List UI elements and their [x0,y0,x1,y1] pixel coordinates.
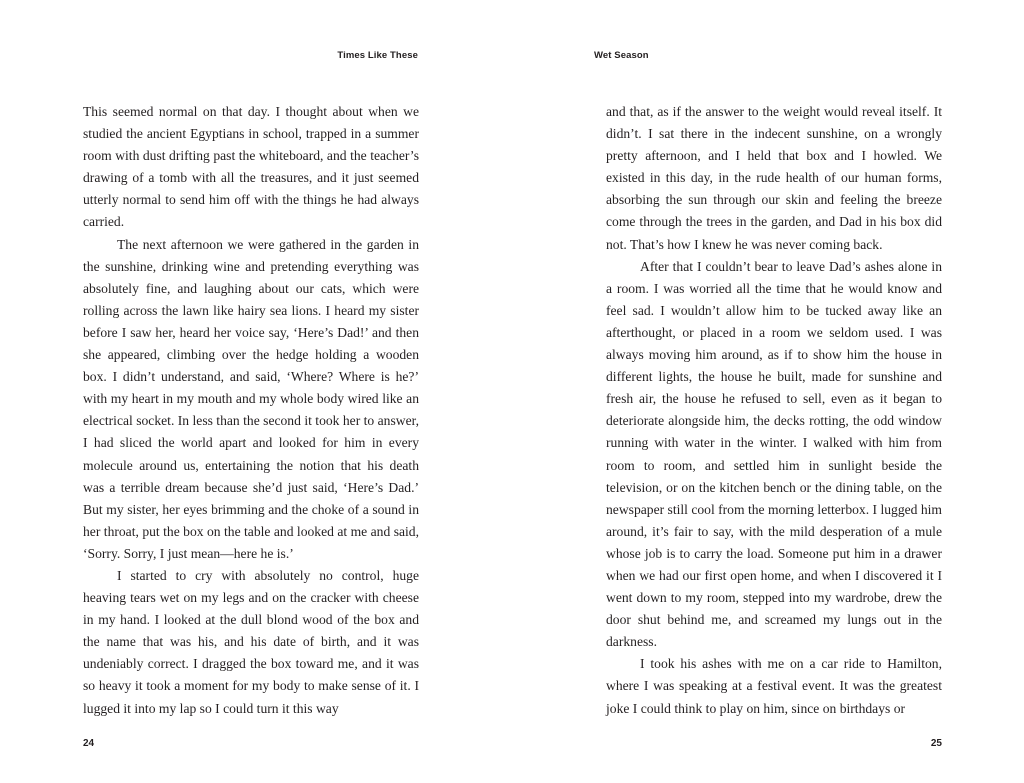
left-page-body [83,101,419,720]
paragraph: The next afternoon we were gathered in the garden in the sunshine, drinking wine and pretending everything was absolutely fine, and laughing about our cats, which were rolling across the lawn like hairy sea lions. I heard my sister before I saw her, heard her voice say, ‘Here’s Dad!’ and then she appeared, climbing over the hedge holding a wooden box. I didn’t understand, and said, ‘Where? Where is he?’ with my heart in my mouth and my whole body wired like an electrical socket. In less than the second it took her to answer, I had sliced the world apart and looked for him in every molecule around us, entertaining the notion that his death was a terrible dream because she’d just said, ‘Here’s Dad.’ But my sister, her eyes brimming and the choke of a sound in her throat, put the box on the table and looked at me and said, ‘Sorry. Sorry, I just mean—here he is.’ [83,236,419,561]
paragraph: I started to cry with absolutely no control, huge heaving tears wet on my legs and on the cracker with cheese in my hand. I looked at the dull blond wood of the box and the name that was his, and his date of birth, and it was undeniably correct. I dragged the box toward me, and it was so heavy it took a moment for my body to make sense of it. I lugged it into my lap so I could turn it this way [83,567,419,716]
right-page [512,0,1024,783]
running-head-left: Times Like These [337,50,418,61]
paragraph: After that I couldn’t bear to leave Dad’s ashes alone in a room. I was worried all the time that he would know and feel sad. I wouldn’t allow him to be tucked away like an afterthought, or placed in a room we seldom used. I was always moving him around, as if to show him the house in different lights, the house he built, made for sunshine and fresh air, the house he refused to sell, even as it began to deteriorate alongside him, the decks rotting, the odd window running with water in the winter. I walked with him from room to room, and settled him in sunlight beside the television, or on the kitchen bench or the dining table, on the newspaper still cool from the morning letterbox. I lugged him around, it’s fair to say, with the mild desperation of a mule whose job is to carry the load. Someone put him in a drawer when we had our first open home, and when I discovered it I went down to my room, stepped into my wardrobe, drew the door shut behind me, and screamed my lungs out in the darkness. [606,258,942,650]
right-page-body [606,101,942,720]
paragraph: This seemed normal on that day. I thought about when we studied the ancient Egyptians in school, trapped in a summer room with dust drifting past the whiteboard, and the teacher’s drawing of a tomb with all the treasures, and it just seemed utterly normal to send him off with the things he had always carried. [83,104,419,230]
running-head-right: Wet Season [594,50,649,61]
page-number-right: 25 [930,738,942,749]
paragraph: and that, as if the answer to the weight would reveal itself. It didn’t. I sat there in the indecent sunshine, on a wrongly pretty afternoon, and I held that box and I howled. We existed in this day, in the rude health of our human forms, absorbing the sun through our skin and feeling the breeze come through the trees in the garden, and Dad in his box did not. That’s how I knew he was never coming back. [606,104,942,252]
paragraph: I took his ashes with me on a car ride to Hamilton, where I was speaking at a festival event. It was the greatest joke I could think to play on him, since on birthdays or [606,656,942,716]
page-number-left: 24 [83,738,95,749]
